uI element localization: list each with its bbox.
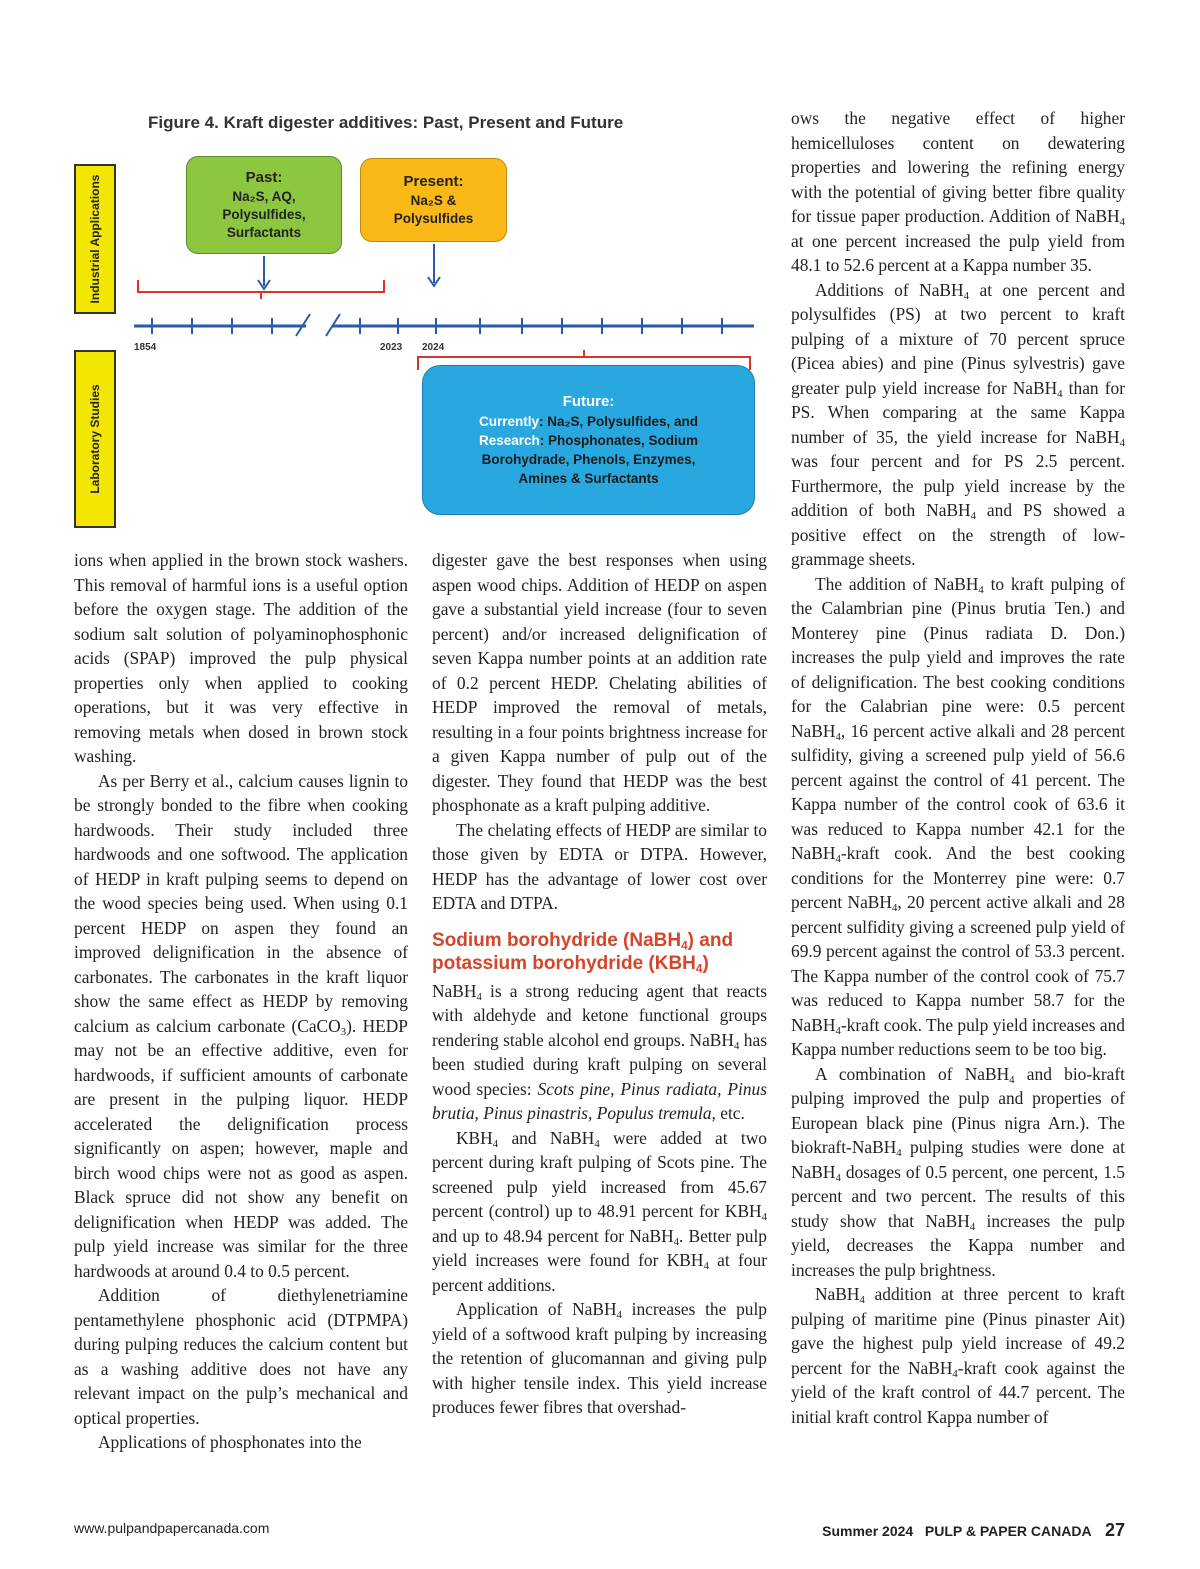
future-research-text: : Phosphonates, Sodium <box>539 433 699 448</box>
side-label-laboratory-text: Laboratory Studies <box>88 384 102 494</box>
year-2023: 2023 <box>380 342 403 353</box>
figure-kraft-additives <box>70 108 770 533</box>
present-line-1: Na₂S & <box>410 193 457 208</box>
col1-paragraph-3: Addition of diethylenetriamine pentamethylene phosphonic acid (DTPMPA) during pulping reduces the calcium content but as a washing additive does not have any relevant impact on the pulp’s mechanical and optical properties. <box>74 1285 408 1428</box>
future-box <box>422 365 755 515</box>
footer-issue: Summer 2024 <box>822 1523 914 1539</box>
col2-paragraph-5: Application of NaBH$_4$ increases the pulp yield of a softwood kraft pulping by increasing the retention of glucomannan and giving pulp with higher tensile index. This yield increase produces fewer fibres that overshad- <box>432 1299 767 1417</box>
col2-paragraph-3: NaBH$_4$ is a strong reducing agent that reacts with aldehyde and ketone functional groups rendering stable alcohol end groups. NaBH$_4$ has been studied during kraft pulping on several wood species: Scots pine, Pinus radiata, Pinus brutia, Pinus pinastris, Populus tremula, etc. <box>432 980 767 1123</box>
col1-paragraph-2: As per Berry et al., calcium causes lignin to be strongly bonded to the fibre when cooking hardwoods. Their study included three hardwoods and one softwood. The application of HEDP in kraft pulping seems to depend on the wood species being used. When using 0.1 percent HEDP on aspen they found an improved delignification in the absence of carbonates. The carbonates in the kraft liquor show the same effect as HEDP by removing calcium as calcium carbonate (CaCO$_3$). HEDP may not be an effective additive, even for hardwoods, if sufficient amounts of carbonate are present in the pulping liquor. HEDP accelerated the delignification process significantly on aspen; however, maple and birch wood chips were not as good as aspen. Black spruce did not show any benefit on delignification when HEDP was added. The pulp yield increase was similar for the three hardwoods at around 0.4 to 0.5 percent. <box>74 770 408 1281</box>
column-1 <box>74 548 408 1455</box>
col2-paragraph-4: $KBH_4$ and NaBH$_4$ were added at two percent during kraft pulping of Scots pine. The screened pulp yield increased from 45.67 percent (control) up to 48.91 percent for $KBH_4$ and up to 48.94 percent for NaBH$_4$. Better pulp yield increases were found for $KBH_4$ at four percent additions. <box>432 1127 767 1295</box>
col3-paragraph-4: A combination of NaBH$_4$ and bio-kraft pulping improved the pulp and properties of European black pine (Pinus nigra Arn.). The biokraft-NaBH$_4$ pulping studies were done at NaBH$_4$ dosages of 0.5 percent, one percent, 1.5 percent and two percent. The results of this study show that NaBH$_4$ increases the pulp yield, decreases the Kappa number and increases the pulp brightness. <box>791 1063 1125 1280</box>
future-currently-text: : Na₂S, Polysulfides, and <box>538 414 699 429</box>
future-research-label: Research <box>478 433 540 448</box>
future-line-4: Amines & Surfactants <box>518 471 659 486</box>
figure-title: Figure 4. Kraft digester additives: Past, Present and Future <box>148 113 624 132</box>
section-heading-borohydride: Sodium borohydride (NaBH$_4$) and potassium borohydride $(KBH_4)$ <box>432 929 734 976</box>
col2-paragraph-2: The chelating effects of HEDP are similar to those given by EDTA or DTPA. However, HEDP has the advantage of lower cost over EDTA and DTPA. <box>432 819 767 913</box>
future-currently-label: Currently <box>478 414 539 429</box>
page-number: 27 <box>1104 1520 1125 1540</box>
year-1854: 1854 <box>134 342 157 353</box>
col1-paragraph-4: Applications of phosphonates into the <box>98 1432 362 1452</box>
footer-magazine: PULP & PAPER CANADA <box>924 1523 1092 1539</box>
column-2 <box>432 548 767 1420</box>
year-2024: 2024 <box>422 342 445 353</box>
present-line-2: Polysulfides <box>393 211 474 226</box>
past-line-2: Polysulfides, <box>222 207 306 222</box>
past-title: Past: <box>245 169 283 186</box>
past-line-1: Na₂S, AQ, <box>232 189 296 204</box>
col1-paragraph-1: ions when applied in the brown stock washers. This removal of harmful ions is a useful option before the oxygen stage. The addition of the sodium salt solution of polyaminophosphonic acids (SPAP) improved the pulp physical properties only when applied to cooking operations, but it was very effective in removing metals when dosed in brown stock washing. <box>74 550 408 766</box>
col3-paragraph-1: ows the negative effect of higher hemicelluloses content on dewatering properties and lowering the refining energy with the potential of giving better fibre quality for tissue paper production. Addition of NaBH$_4$ at one percent increased the pulp yield from 48.1 to 52.6 percent at a Kappa number 35. <box>791 108 1125 275</box>
col3-paragraph-5: NaBH$_4$ addition at three percent to kraft pulping of maritime pine (Pinus pinaster Ait) gave the highest pulp yield increase of 49.2 percent for the NaBH$_4$-kraft cook against the yield of the kraft control of 44.7 percent. The initial kraft control Kappa number of <box>791 1284 1125 1427</box>
future-line-3: Borohydrade, Phenols, Enzymes, <box>481 452 696 467</box>
column-3 <box>791 106 1125 1429</box>
past-box <box>186 156 342 254</box>
future-line-1 <box>423 412 754 431</box>
footer-issue-info <box>822 1520 1125 1541</box>
col3-paragraph-2: Additions of NaBH$_4$ at one percent and polysulfides (PS) at two percent to kraft pulping of a mixture of 70 percent spruce (Picea abies) and pine (Pinus sylvestris) gave greater pulp yield increase for NaBH$_4$ than for PS. When comparing at the same Kappa number of 35, the yield increase for NaBH$_4$ was four percent and for PS 2.5 percent. Furthermore, the pulp yield increase by the addition of both NaBH$_4$ and PS showed a positive effect on the strength of low-grammage sheets. <box>791 279 1125 569</box>
present-title: Present: <box>403 173 464 190</box>
side-label-industrial-text: Industrial Applications <box>88 174 102 304</box>
col2-paragraph-1: digester gave the best responses when using aspen wood chips. Addition of HEDP on aspen gave a substantial yield increase (four to seven percent) and/or increased delignification of seven Kappa number points at an addition rate of 0.2 percent HEDP. Chelating abilities of HEDP improved the removal of metals, resulting in a four points brightness increase for a given Kappa number of pulp out of the digester. They found that HEDP was the best phosphonate as a kraft pulping additive. <box>432 550 767 815</box>
col3-paragraph-3: The addition of NaBH$_4$ to kraft pulping of the Calambrian pine (Pinus brutia Ten.) and Monterey pine (Pinus radiata D. Don.) increases the pulp yield and improves the rate of delignification. The best cooking conditions for the Calabrian pine were: 0.5 percent NaBH$_4$, 16 percent active alkali and 28 percent sulfidity, giving a screened pulp yield of 56.6 percent against the control of 41 percent. The Kappa number of the control cook of 63.6 it was reduced to Kappa number 42.1 for the NaBH$_4$-kraft cook. And the best cooking conditions for the Monterrey pine were: 0.7 percent NaBH$_4$, 20 percent active alkali and 28 percent sulfidity giving a screened pulp yield of 69.9 percent against the control of 53.3 percent. The Kappa number of the control cook of 75.7 was reduced to Kappa number 58.7 for the NaBH$_4$-kraft cook. The pulp yield increases and Kappa number reductions seem to be too big. <box>791 573 1126 1059</box>
future-title: Future: <box>562 393 615 410</box>
past-line-3: Surfactants <box>226 225 302 240</box>
footer-url[interactable]: www.pulpandpapercanada.com <box>74 1520 270 1536</box>
future-line-2 <box>423 431 754 450</box>
present-box <box>360 158 507 242</box>
